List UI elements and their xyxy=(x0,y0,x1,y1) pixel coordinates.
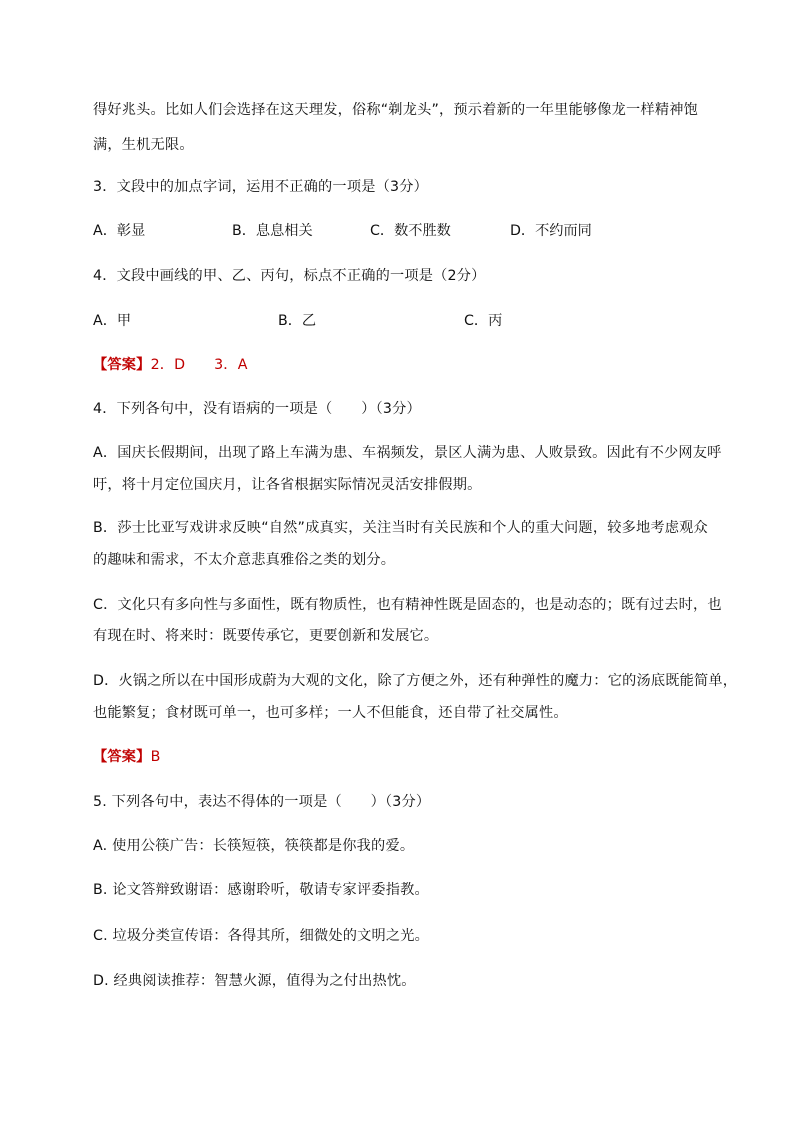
intro-line-2: 满，生机无限。 xyxy=(93,137,194,153)
question-4b-option-b-line-2: 的趣味和需求，不太介意悲真雅俗之类的划分。 xyxy=(93,552,396,568)
answer-block-2 xyxy=(93,747,161,767)
question-4b-option-d-line-1: D．火锅之所以在中国形成蔚为大观的文化，除了方便之外，还有种弹性的魔力：它的汤底既能简单， xyxy=(93,673,738,689)
question-4b-stem: 4．下列各句中，没有语病的一项是（ ）（3分） xyxy=(93,401,421,417)
answer-block-1 xyxy=(93,355,248,375)
intro-line-1: 得好兆头。比如人们会选择在这天理发，俗称“剃龙头”，预示着新的一年里能够像龙一样精神饱 xyxy=(93,102,698,118)
answer-tag: 【答案】 xyxy=(93,357,151,373)
question-4b-option-c-line-2: 有现在时、将来时：既要传承它，更要创新和发展它。 xyxy=(93,628,439,644)
answer-value: B xyxy=(150,749,161,765)
question-5-option-a: A. 使用公筷广告：长筷短筷，筷筷都是你我的爱。 xyxy=(93,838,415,854)
question-4b-option-a-line-2: 吁，将十月定位国庆月，让各省根据实际情况灵活安排假期。 xyxy=(93,477,482,493)
question-3-option-c: C．数不胜数 xyxy=(370,223,451,239)
question-5-option-c: C. 垃圾分类宣传语：各得其所，细微处的文明之光。 xyxy=(93,928,430,944)
question-4b-option-d-line-2: 也能繁复；食材既可单一，也可多样；一人不但能食，还自带了社交属性。 xyxy=(93,705,568,721)
question-4a-option-a: A．甲 xyxy=(93,313,132,329)
question-3-option-a: A．彰显 xyxy=(93,223,146,239)
question-4b-option-c-line-1: C．文化只有多向性与多面性，既有物质性，也有精神性既是固态的，也是动态的；既有过去时，也 xyxy=(93,597,722,613)
answer-tag: 【答案】 xyxy=(93,749,151,765)
question-5-option-b: B. 论文答辩致谢语：感谢聆听，敬请专家评委指教。 xyxy=(93,882,429,898)
question-4b-option-a-line-1: A．国庆长假期间，出现了路上车满为患、车祸频发，景区人满为患、人败景致。因此有不少网友呼 xyxy=(93,445,722,461)
question-3-stem: 3．文段中的加点字词，运用不正确的一项是（3分） xyxy=(93,179,428,195)
question-5-stem: 5. 下列各句中，表达不得体的一项是（ ）（3分） xyxy=(93,794,431,810)
question-3-option-d: D．不约而同 xyxy=(510,223,592,239)
question-4a-option-b: B．乙 xyxy=(278,313,317,329)
question-4b-option-b-line-1: B．莎士比亚写戏讲求反映“自然”成真实，关注当时有关民族和个人的重大问题，较多地考虑观众 xyxy=(93,520,708,536)
question-4a-stem: 4．文段中画线的甲、乙、丙句，标点不正确的一项是（2分） xyxy=(93,268,486,284)
question-4a-option-c: C．丙 xyxy=(464,313,503,329)
question-5-option-d: D. 经典阅读推荐：智慧火源，值得为之付出热忱。 xyxy=(93,973,416,989)
answer-value: 2．D 3．A xyxy=(150,357,248,373)
question-3-option-b: B．息息相关 xyxy=(232,223,313,239)
